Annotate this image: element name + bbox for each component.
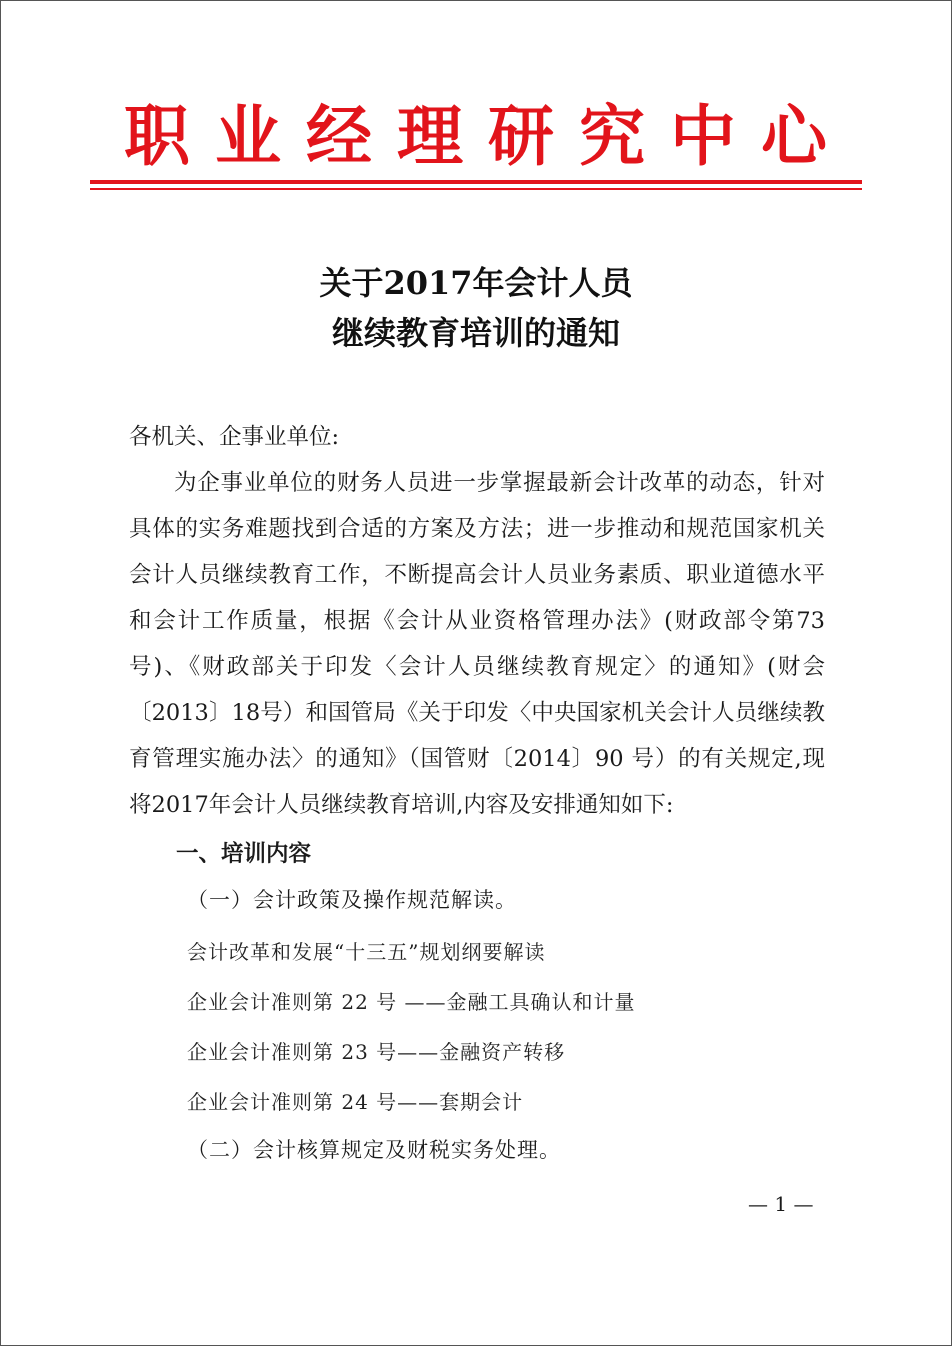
list-item: 企业会计准则第 23 号——金融资产转移 (187, 1040, 566, 1064)
salutation: 各机关、企事业单位: (129, 424, 340, 450)
document-title-line2: 继续教育培训的通知 (331, 314, 620, 352)
body-paragraph: 为企事业单位的财务人员进一步掌握最新会计改革的动态，针对具体的实务难题找到合适的方案及方法；进一步推动和规范国家机关会计人员继续教育工作，不断提高会计人员业务素质、职业道德水平和会计工作质量，根据《会计从业资格管理办法》(财政部令第73号)、《财政部关于印发〈会计人员继续教育规定〉的通知》(财会〔2013〕18号）和国管局《关于印发〈中央国家机关会计人员继续教育管理实施办法〉的通知》（国管财〔2014〕90 号）的有关规定,现将2017年会计人员继续教育培训,内容及安排通知如下: (129, 470, 825, 818)
page-number: — 1 — (748, 1192, 814, 1216)
header-rule-thick (90, 180, 862, 184)
list-item: 企业会计准则第 24 号——套期会计 (187, 1090, 524, 1114)
subsection-heading-2: （二）会计核算规定及财税实务处理。 (187, 1138, 561, 1162)
section-heading-training-content: 一、培训内容 (176, 841, 312, 867)
document-title-line1: 关于2017年会计人员 (319, 264, 633, 302)
subsection-heading-1: （一）会计政策及操作规范解读。 (187, 888, 517, 912)
header-rule-thin (90, 188, 862, 190)
list-item: 企业会计准则第 22 号 ——金融工具确认和计量 (187, 990, 636, 1014)
list-item: 会计改革和发展“十三五”规划纲要解读 (187, 940, 546, 964)
organization-header: 职业经理研究中心 (124, 97, 852, 175)
